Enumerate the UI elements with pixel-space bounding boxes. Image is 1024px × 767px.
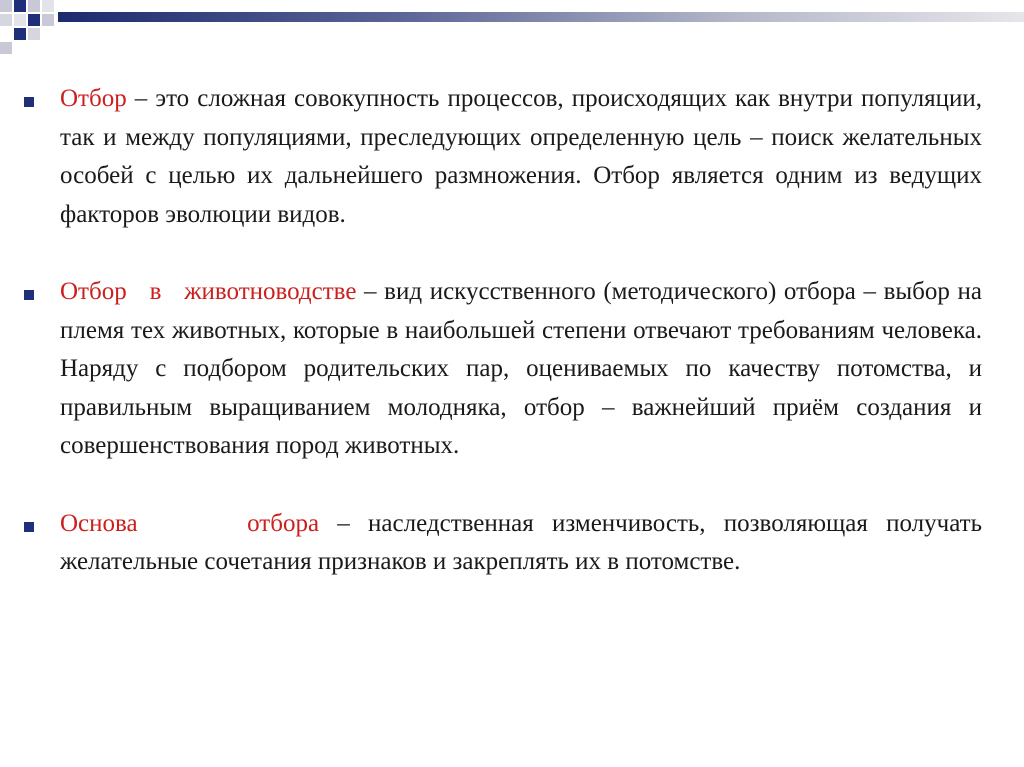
term-selection: Отбор	[60, 85, 127, 112]
square-bullet-icon	[24, 522, 34, 532]
bullet-item-selection-basis	[22, 505, 982, 582]
bullet-item-livestock-selection	[22, 273, 982, 466]
term-livestock-selection: Отбор в животноводстве	[60, 278, 357, 305]
definition-livestock-selection: – вид искусственного (методического) отбора – выбор на племя тех животных, которые в наибольшей степени отвечают требованиям человека. Наряду с подбором родительских пар, оцениваемых по качеству потомства, и правильным выращиванием молодняка, отбор – важнейший приём создания и совершенствования пород животных.	[60, 278, 982, 459]
slide-content	[22, 80, 982, 582]
header-decoration	[0, 0, 1024, 60]
square-bullet-icon	[24, 290, 34, 300]
term-selection-basis: Основа отбора	[60, 509, 320, 537]
definition-selection-basis: – наследственная изменчивость, позволяющая получать желательные сочетания признаков и закреплять их в потомстве.	[60, 509, 982, 575]
square-bullet-icon	[24, 97, 34, 107]
bullet-item-selection	[22, 80, 982, 234]
definition-selection: – это сложная совокупность процессов, происходящих как внутри популяции, так и между популяциями, преследующих определенную цель – поиск желательных особей с целью их дальнейшего размножения. Отбор является одним из ведущих факторов эволюции видов.	[60, 85, 982, 228]
